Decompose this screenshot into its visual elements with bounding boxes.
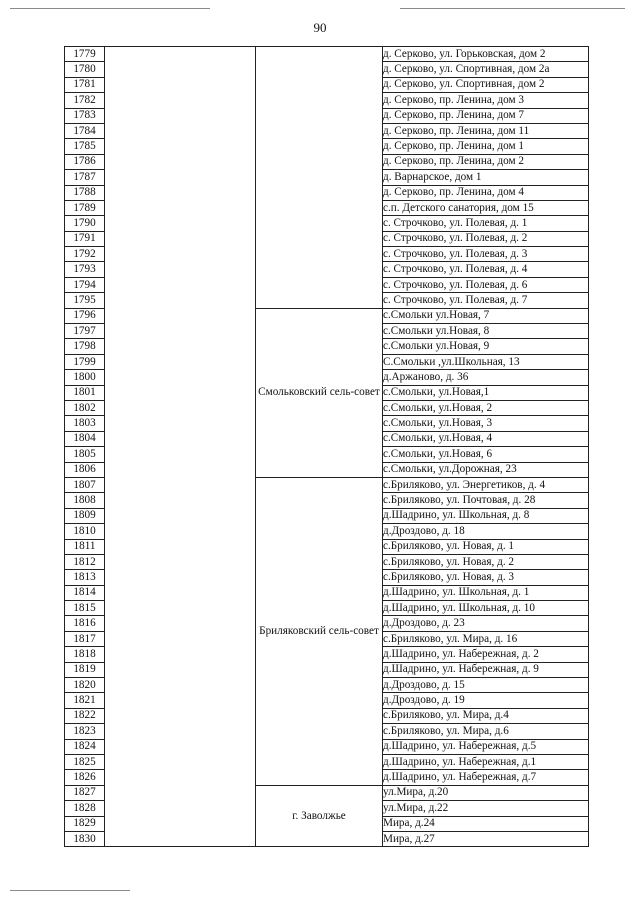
row-number: 1779 [65,47,105,62]
row-number: 1808 [65,493,105,508]
row-number: 1830 [65,831,105,846]
address-cell: с.Бриляково, ул. Мира, д.6 [383,724,589,739]
address-cell: д.Шадрино, ул. Набережная, д. 9 [383,662,589,677]
row-number: 1824 [65,739,105,754]
address-cell: д.Шадрино, ул. Набережная, д.5 [383,739,589,754]
row-number: 1812 [65,554,105,569]
scan-artifact-bottom [10,890,130,891]
row-number: 1815 [65,601,105,616]
address-cell: с.Бриляково, ул. Мира, д. 16 [383,631,589,646]
table-row [65,47,589,62]
row-number: 1784 [65,123,105,138]
row-number: 1809 [65,508,105,523]
address-cell: Мира, д.24 [383,816,589,831]
settlement-council-cell: Смольковский сель-совет [256,308,383,477]
row-number: 1791 [65,231,105,246]
address-cell: с.Бриляково, ул. Новая, д. 3 [383,570,589,585]
address-cell: с.Смольки ул.Новая, 8 [383,324,589,339]
address-cell: с.Смольки ул.Новая, 9 [383,339,589,354]
row-number: 1829 [65,816,105,831]
row-number: 1806 [65,462,105,477]
address-cell: с.Смольки, ул.Дорожная, 23 [383,462,589,477]
address-cell: д.Шадрино, ул. Набережная, д.1 [383,754,589,769]
address-cell: ул.Мира, д.20 [383,785,589,800]
row-number: 1818 [65,647,105,662]
address-cell: с. Строчково, ул. Полевая, д. 6 [383,277,589,292]
address-cell: с. Строчково, ул. Полевая, д. 2 [383,231,589,246]
address-cell: д. Варнарское, дом 1 [383,170,589,185]
address-cell: с.Смольки ул.Новая, 7 [383,308,589,323]
row-number: 1805 [65,447,105,462]
address-cell: с.Смольки, ул.Новая, 3 [383,416,589,431]
address-cell: с. Строчково, ул. Полевая, д. 1 [383,216,589,231]
address-cell: д. Серково, пр. Ленина, дом 3 [383,93,589,108]
address-cell: д.Аржаново, д. 36 [383,370,589,385]
row-number: 1792 [65,247,105,262]
settlement-council-cell: Бриляковский сель-совет [256,477,383,785]
row-number: 1803 [65,416,105,431]
row-number: 1802 [65,400,105,415]
address-cell: д. Серково, ул. Горьковская, дом 2 [383,47,589,62]
row-number: 1821 [65,693,105,708]
row-number: 1799 [65,354,105,369]
row-number: 1823 [65,724,105,739]
row-number: 1820 [65,678,105,693]
row-number: 1790 [65,216,105,231]
row-number: 1789 [65,200,105,215]
address-cell: д. Серково, ул. Спортивная, дом 2 [383,77,589,92]
address-cell: д.Шадрино, ул. Школьная, д. 8 [383,508,589,523]
scan-artifact-top-right [400,8,625,9]
row-number: 1787 [65,170,105,185]
address-cell: д. Серково, пр. Ленина, дом 4 [383,185,589,200]
row-number: 1825 [65,754,105,769]
row-number: 1813 [65,570,105,585]
row-number: 1814 [65,585,105,600]
row-number: 1828 [65,801,105,816]
row-number: 1811 [65,539,105,554]
row-number: 1780 [65,62,105,77]
row-number: 1822 [65,708,105,723]
address-cell: Мира, д.27 [383,831,589,846]
row-number: 1783 [65,108,105,123]
row-number: 1807 [65,477,105,492]
address-cell: д.Шадрино, ул. Школьная, д. 1 [383,585,589,600]
address-cell: д. Серково, ул. Спортивная, дом 2а [383,62,589,77]
row-number: 1782 [65,93,105,108]
address-cell: д. Серково, пр. Ленина, дом 1 [383,139,589,154]
row-number: 1816 [65,616,105,631]
address-cell: д.Дроздово, д. 18 [383,524,589,539]
row-number: 1801 [65,385,105,400]
row-number: 1810 [65,524,105,539]
address-cell: с.п. Детского санатория, дом 15 [383,200,589,215]
address-cell: С.Смольки ,ул.Школьная, 13 [383,354,589,369]
address-cell: с. Строчково, ул. Полевая, д. 7 [383,293,589,308]
address-cell: с.Бриляково, ул. Энергетиков, д. 4 [383,477,589,492]
address-cell: с.Смольки, ул.Новая, 4 [383,431,589,446]
address-cell: д. Серково, пр. Ленина, дом 11 [383,123,589,138]
address-cell: д.Дроздово, д. 19 [383,693,589,708]
address-cell: д.Шадрино, ул. Набережная, д.7 [383,770,589,785]
address-cell: д. Серково, пр. Ленина, дом 2 [383,154,589,169]
row-number: 1781 [65,77,105,92]
address-cell: с. Строчково, ул. Полевая, д. 3 [383,247,589,262]
address-cell: д. Серково, пр. Ленина, дом 7 [383,108,589,123]
address-cell: с.Бриляково, ул. Новая, д. 1 [383,539,589,554]
address-cell: ул.Мира, д.22 [383,801,589,816]
scan-artifact-top-left [10,8,210,9]
address-cell: д.Шадрино, ул. Набережная, д. 2 [383,647,589,662]
address-cell: с.Бриляково, ул. Новая, д. 2 [383,554,589,569]
address-cell: с.Смольки, ул.Новая,1 [383,385,589,400]
page-number: 90 [313,20,327,35]
address-cell: с.Смольки, ул.Новая, 2 [383,400,589,415]
address-cell: д.Шадрино, ул. Школьная, д. 10 [383,601,589,616]
row-number: 1788 [65,185,105,200]
settlement-council-cell: г. Заволжье [256,785,383,847]
row-number: 1793 [65,262,105,277]
row-number: 1804 [65,431,105,446]
row-number: 1785 [65,139,105,154]
address-table [64,46,589,847]
row-number: 1798 [65,339,105,354]
row-number: 1826 [65,770,105,785]
row-number: 1827 [65,785,105,800]
address-cell: с.Бриляково, ул. Мира, д.4 [383,708,589,723]
address-cell: с.Бриляково, ул. Почтовая, д. 28 [383,493,589,508]
row-number: 1819 [65,662,105,677]
district-column [105,47,256,847]
address-cell: д.Дроздово, д. 15 [383,678,589,693]
row-number: 1796 [65,308,105,323]
row-number: 1800 [65,370,105,385]
row-number: 1795 [65,293,105,308]
settlement-council-cell [256,47,383,309]
row-number: 1794 [65,277,105,292]
row-number: 1786 [65,154,105,169]
address-cell: с. Строчково, ул. Полевая, д. 4 [383,262,589,277]
address-cell: д.Дроздово, д. 23 [383,616,589,631]
address-cell: с.Смольки, ул.Новая, 6 [383,447,589,462]
row-number: 1797 [65,324,105,339]
row-number: 1817 [65,631,105,646]
